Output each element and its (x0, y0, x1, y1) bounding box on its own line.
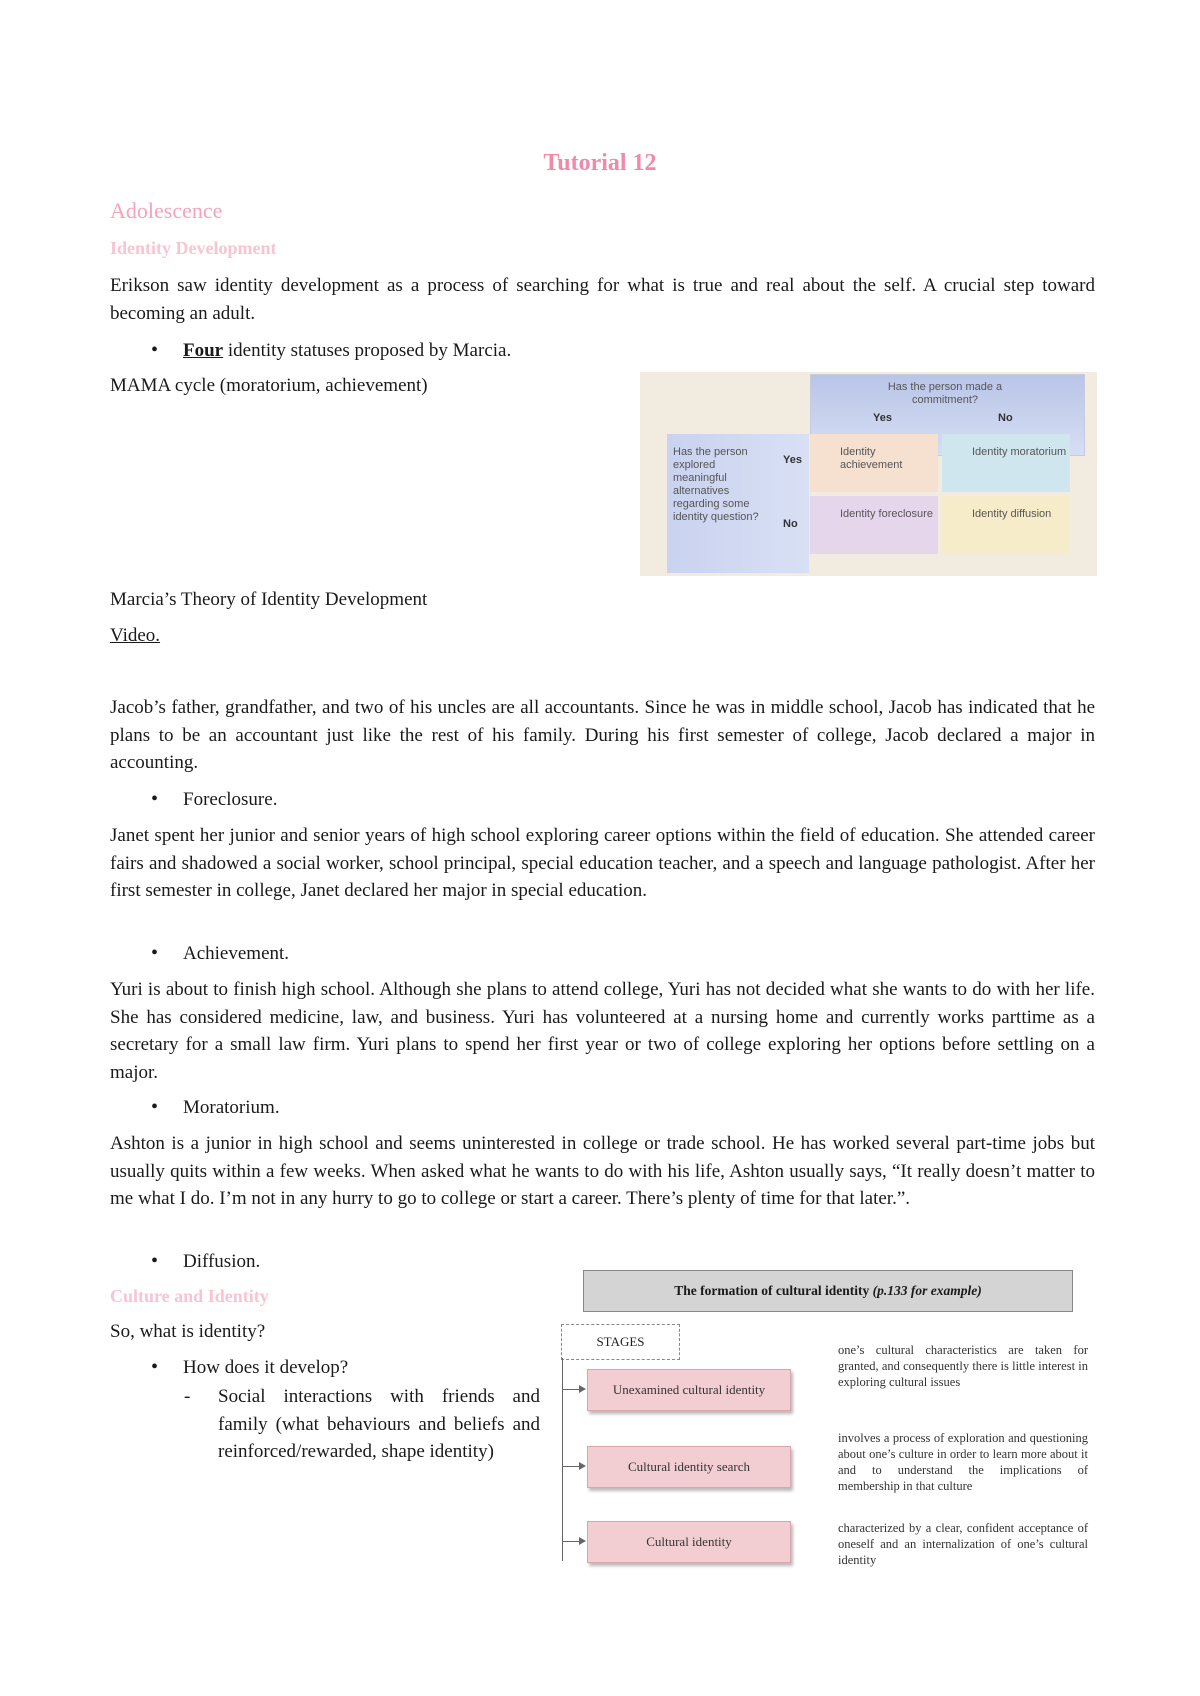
how-develop-bullet: • How does it develop? (183, 1354, 348, 1381)
desc-unexamined: one’s cultural characteristics are taken for granted, and consequently there is little interest in exploring cultural issues (838, 1343, 1088, 1389)
what-is-identity-text: So, what is identity? (110, 1321, 266, 1342)
stage-cultural-identity: Cultural identity (587, 1521, 791, 1563)
janet-scenario: Janet spent her junior and senior years of high school exploring career options within the field of education. She attended career fairs and shadowed a social worker, school principal, special education teacher, and a speech and language pathologist. After her first semester in college, Janet declared her major in special education. (110, 825, 1095, 901)
ashton-scenario: Ashton is a junior in high school and seems uninterested in college or trade school. He has worked several part-time jobs but usually quits within a few weeks. When asked what he wants to do with his life, Ashton usually says, “It really doesn’t matter to me what I do. I’m not in any hurry to go to college or start a career. There’s plenty of time for that later.”. (110, 1133, 1095, 1209)
four-statuses-text: identity statuses proposed by Marcia. (223, 340, 512, 361)
mama-cycle-text: MAMA cycle (moratorium, achievement) (110, 375, 428, 396)
answer-jacob: • Foreclosure. (183, 786, 277, 813)
video-link[interactable]: Video. (110, 625, 161, 646)
page-title: Tutorial 12 (543, 150, 657, 176)
cell-identity-moratorium: Identity moratorium (942, 434, 1070, 492)
stage-search: Cultural identity search (587, 1446, 791, 1488)
stages-label: STAGES (561, 1324, 680, 1360)
commitment-yes: Yes (873, 412, 892, 424)
cultural-identity-figure (560, 1252, 1100, 1582)
four-emphasis: Four (183, 340, 224, 361)
commitment-question: Has the person made a commitment? (887, 381, 1003, 406)
exploration-yes: Yes (783, 454, 802, 466)
jacob-scenario: Jacob’s father, grandfather, and two of his uncles are all accountants. Since he was in middle school, Jacob has indicated that he plans to be an accountant just like the rest of his family. During his first semester of college, Jacob declared a major in accounting. (110, 697, 1095, 773)
arrow-2-icon (579, 1462, 586, 1470)
answer-yuri: • Moratorium. (183, 1094, 280, 1121)
cell-identity-foreclosure: Identity foreclosure (810, 496, 938, 554)
marcia-theory-text: Marcia’s Theory of Identity Development (110, 589, 428, 610)
exploration-question: Has the person explored meaningful alternatives regarding some identity question? (673, 446, 759, 523)
cell-identity-diffusion: Identity diffusion (942, 496, 1070, 554)
marcia-status-figure (640, 372, 1097, 576)
commitment-no: No (998, 412, 1013, 424)
yuri-scenario: Yuri is about to finish high school. Although she plans to attend college, Yuri has not decided what she wants to do with her life. She has considered medicine, law, and business. Yuri has volunteered at a nursing home and currently works parttime as a secretary for a small law firm. Yuri plans to spend her first year or two of college exploring her options before settling on a major. (110, 979, 1095, 1083)
intro-paragraph: Erikson saw identity development as a process of searching for what is true and real about the self. A crucial step toward becoming an adult. (110, 275, 1095, 324)
social-interactions-item: - Social interactions with friends and family (what behaviours and beliefs and reinforced/rewarded, shape identity) (218, 1383, 540, 1466)
section-culture-identity: Culture and Identity (110, 1286, 269, 1306)
desc-search: involves a process of exploration and questioning about one’s culture in order to learn more about it and to understand the implications of membership in that culture (838, 1431, 1088, 1493)
section-identity-development: Identity Development (110, 238, 277, 258)
section-adolescence: Adolescence (110, 198, 223, 223)
cell-identity-achievement: Identity achievement (810, 434, 938, 492)
exploration-no: No (783, 518, 798, 530)
arrow-1-icon (579, 1385, 586, 1393)
arrow-3-icon (579, 1537, 586, 1545)
cultural-identity-banner (583, 1270, 1073, 1312)
answer-ashton: • Diffusion. (183, 1248, 260, 1275)
banner-title: The formation of cultural identity (674, 1283, 870, 1298)
stage-unexamined: Unexamined cultural identity (587, 1369, 791, 1411)
banner-note: (p.133 for example) (872, 1283, 982, 1298)
desc-cultural-identity: characterized by a clear, confident acceptance of oneself and an internalization of one’s cultural identity (838, 1521, 1088, 1567)
answer-janet: • Achievement. (183, 940, 289, 967)
bullet-four-statuses (183, 337, 511, 364)
